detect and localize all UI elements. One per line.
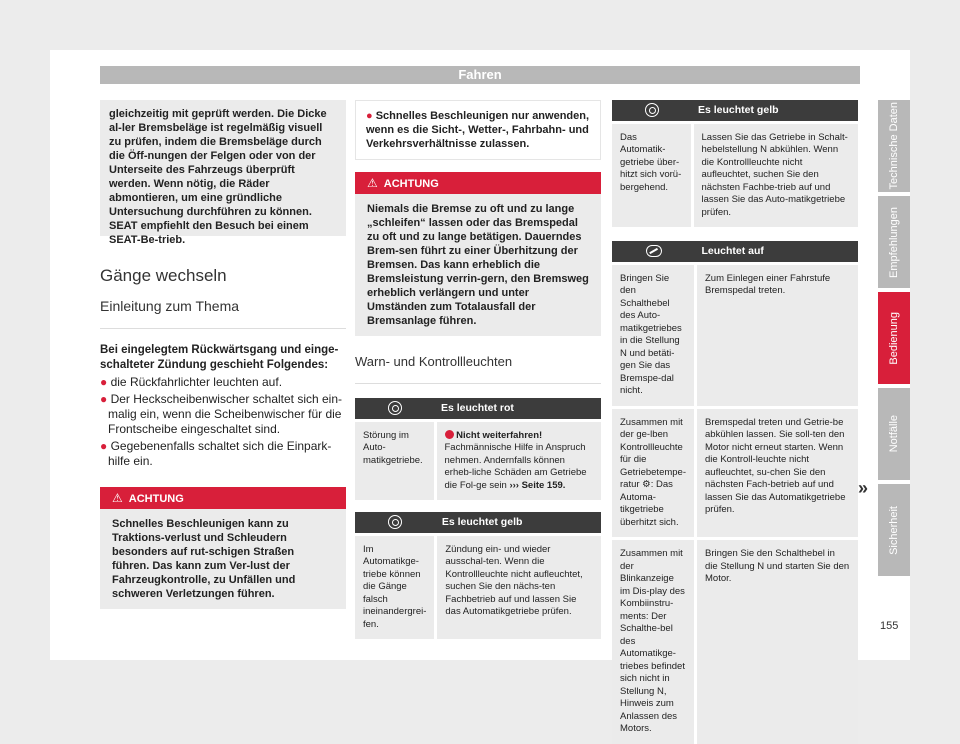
table-row (612, 122, 858, 227)
brake-pedal-icon (612, 241, 696, 263)
table-cell-cause: Das Automatik-getriebe über-hitzt sich vorü-bergehend. (612, 122, 692, 227)
column-middle (355, 100, 601, 639)
warning-box (355, 172, 601, 336)
bullet-dot-icon: ● (100, 375, 111, 389)
table-header: Es leuchtet rot (435, 398, 601, 420)
bullet-item: ● die Rückfahrlichter leuchten auf. (100, 375, 283, 389)
lamp-table-yellow-temp (612, 100, 858, 227)
bullet-item: ● Der Heckscheibenwischer schaltet sich ein-malig ein, wenn die Scheibenwischer für die Frontscheibe eingeschaltet sind. (100, 392, 343, 436)
warning-header: ⚠ ACHTUNG (100, 487, 346, 509)
warning-box (100, 487, 346, 609)
section-title: Gänge wechseln (100, 266, 227, 285)
table-cell-action: Bremspedal treten und Getrie-be abkühlen lassen. Sie soll-ten den Motor nicht erneut starten. Wenn die Kontroll-leuchte nicht aufleuchtet, su-chen Sie den nächsten Fach-betrieb auf und lassen Sie das Automatikgetriebe prüfen. (696, 407, 859, 539)
tab-empfehlungen[interactable]: Empfehlungen (878, 196, 910, 288)
tab-technische-daten[interactable]: Technische Daten (878, 100, 910, 192)
table-cell-action: Zündung ein- und wieder ausschal-ten. Wenn die Kontrollleuchte nicht aufleuchtet, suchen Sie den nächs-ten Fachbetrieb auf und lassen Sie das Automatikgetriebe prüfen. (436, 534, 601, 639)
chapter-tabs (878, 100, 910, 580)
table-row (612, 407, 858, 539)
lamp-table-yellow (355, 512, 601, 639)
warning-triangle-icon: ⚠ (112, 491, 123, 505)
intro-text: Bei eingelegtem Rückwärtsgang und einge-schalteter Zündung geschieht Folgendes: (100, 344, 339, 371)
warning-text: Niemals die Bremse zu oft und zu lange „schleifen“ lassen oder das Bremspedal zu oft und zu lange betätigen. Dauerndes Brem-sen führt zu einer Überhitzung der Bremsen. Das kann erheblich die Bremsleistung verrin-gern, den Bremsweg erheblich verlängern und unter Umständen zum Totalausfall der Bremsanlage führen. (355, 194, 601, 336)
column-right (612, 100, 858, 744)
gearbox-warning-icon (355, 512, 436, 534)
table-row (612, 539, 858, 744)
stop-icon (445, 430, 454, 439)
gearbox-temperature-icon (612, 100, 692, 122)
tab-notfaelle[interactable]: Notfälle (878, 388, 910, 480)
lamp-table-on (612, 241, 858, 744)
section-subtitle: Warn- und Kontrollleuchten (355, 354, 601, 384)
table-row (612, 263, 858, 407)
section-subtitle: Einleitung zum Thema (100, 298, 346, 329)
table-header: Leuchtet auf (696, 241, 859, 263)
table-cell-action: Zum Einlegen einer Fahrstufe Bremspedal treten. (696, 263, 859, 407)
table-row (355, 420, 601, 500)
lamp-table-red (355, 398, 601, 500)
warning-header: ⚠ ACHTUNG (355, 172, 601, 194)
table-row (355, 534, 601, 639)
bullet-dot-icon: ● (100, 439, 111, 453)
table-cell-cause: Zusammen mit der ge-lben Kontrollleuchte für die Getriebetempe-ratur ⚙: Das Automa-tikgetriebe überhitzt sich. (612, 407, 696, 539)
column-left (100, 100, 346, 609)
brake-check-note: gleichzeitig mit geprüft werden. Die Dicke al-ler Bremsbeläge ist regelmäßig visuell zu prüfen, indem die Bremsbeläge durch die Öff-nungen der Felgen oder von der Unterseite des Fahrzeugs überprüft werden. Wenn nötig, die Räder abmontieren, um eine gründliche Untersuchung durchführen zu können. SEAT empfiehlt den Besuch bei einem SEAT-Be-trieb. (100, 100, 346, 236)
gearbox-warning-icon (355, 398, 435, 420)
page-number: 155 (880, 620, 899, 632)
table-cell-action: Lassen Sie das Getriebe in Schalt-hebelstellung N abkühlen. Wenn die Kontrollleuchte nicht aufleuchtet, suchen Sie den nächsten Fachbe-trieb auf und lassen Sie das Auto-matikgetriebe prüfen. (692, 122, 858, 227)
warning-triangle-icon: ⚠ (367, 176, 378, 190)
bullet-item: ● Gegebenenfalls schaltet sich die Einpark-hilfe ein. (100, 439, 332, 468)
table-header: Es leuchtet gelb (436, 512, 601, 534)
table-header: Es leuchtet gelb (692, 100, 858, 122)
acceleration-note: ● Schnelles Beschleunigen nur anwenden, wenn es die Sicht-, Wetter-, Fahrbahn- und Verkehrsverhältnisse zulassen. (355, 100, 601, 160)
table-cell-action: Bringen Sie den Schalthebel in die Stellung N und starten Sie den Motor. (696, 539, 859, 744)
warning-text: Schnelles Beschleunigen kann zu Traktions-verlust und Schleudern besonders auf rut-schigen Straßen führen. Das kann zum Ver-lust der Fahrzeugkontrolle, zu Unfällen und schweren Verletzungen führen. (100, 509, 346, 609)
table-cell-cause: Bringen Sie den Schalthebel des Auto-matikgetriebes in die Stellung N und betäti-gen Sie das Bremspe-dal nicht. (612, 263, 696, 407)
bullet-dot-icon: ● (366, 110, 376, 122)
tab-bedienung[interactable]: Bedienung (878, 292, 910, 384)
page-header: Fahren (100, 66, 860, 84)
table-cell-action: Nicht weiterfahren! Fachmännische Hilfe in Anspruch nehmen. Andernfalls können erheb-liche Schäden am Getriebe die Fol-ge sein ››› Seite 159. (435, 420, 601, 500)
table-cell-cause: Störung im Auto-matikgetriebe. (355, 420, 435, 500)
bullet-dot-icon: ● (100, 392, 111, 406)
table-cell-cause: Im Automatikge-triebe können die Gänge falsch ineinandergrei-fen. (355, 534, 436, 639)
tab-sicherheit[interactable]: Sicherheit (878, 484, 910, 576)
table-cell-cause: Zusammen mit der Blinkanzeige im Dis-play des Kombiinstru-ments: Der Schalthe-bel des Automatikge-triebes befindet sich nicht in Stellung N, Hinweis zum Anlassen des Motors. (612, 539, 696, 744)
continue-arrow-icon: » (858, 478, 869, 498)
